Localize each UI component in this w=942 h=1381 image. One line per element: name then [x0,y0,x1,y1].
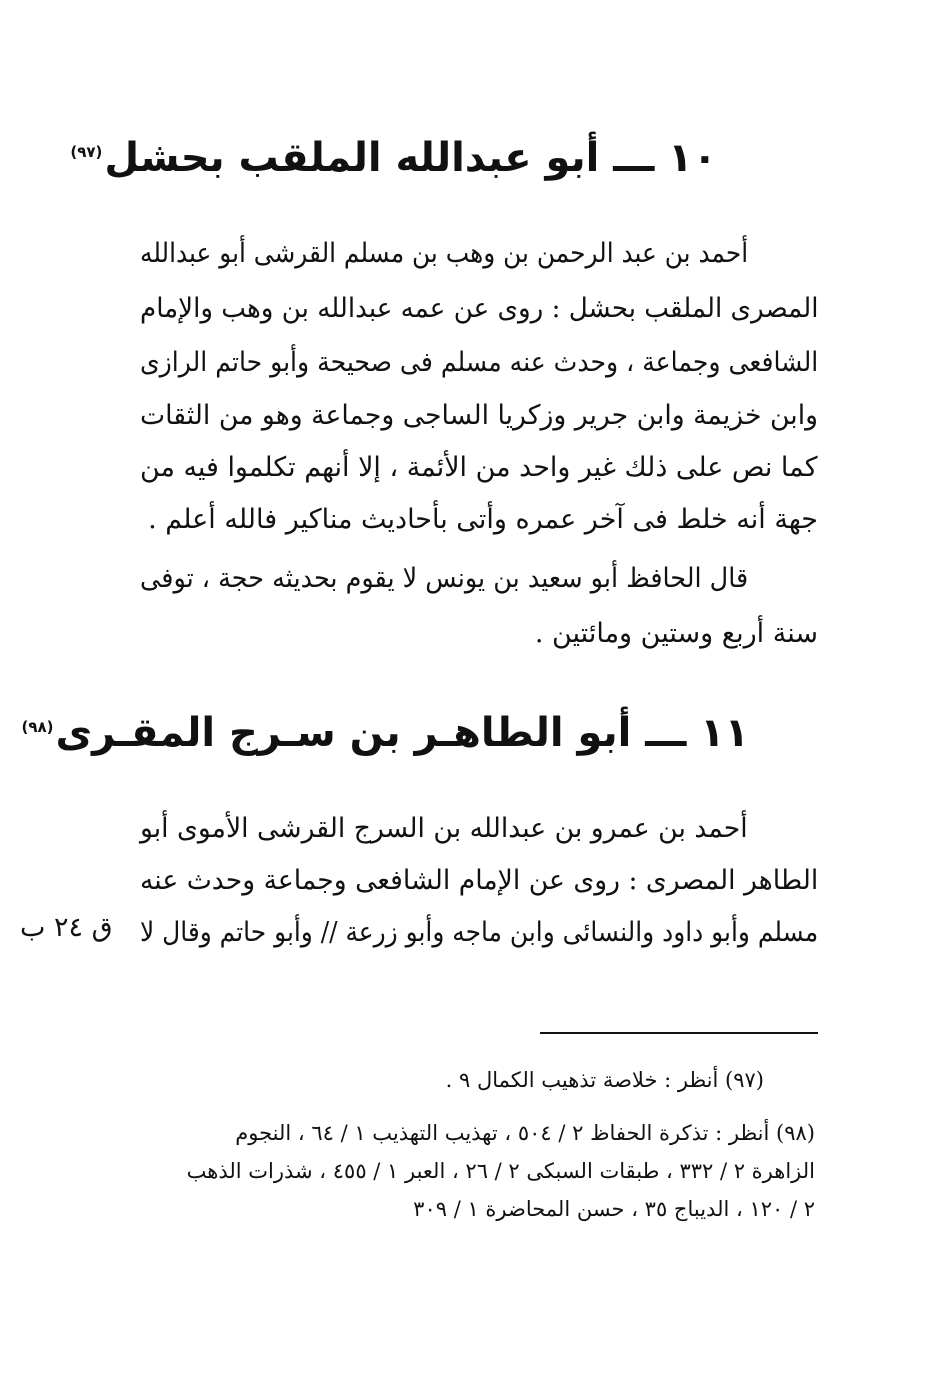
footnote-divider [540,1032,818,1034]
text-line: كما نص على ذلك غير واحد من الأئمة ، إلا أنهم تكلموا فيه من [140,452,818,483]
footnote: (٩٧) أنظر : خلاصة تذهيب الكمال ٩ . [445,1068,764,1092]
footnote: الزاهرة ٢ / ٣٣٢ ، طبقات السبكى ٢ / ٢٦ ، العبر ١ / ٤٥٥ ، شذرات الذهب [186,1159,815,1183]
text-line: أحمد بن عمرو بن عبدالله بن السرج القرشى الأموى أبو [140,813,748,844]
footnote-ref: (٩٧) [70,142,103,161]
text-line: جهة أنه خلط فى آخر عمره وأتى بأحاديث مناكير فالله أعلم . [148,504,818,535]
footnote: ٢ / ١٢٠ ، الديباج ٣٥ ، حسن المحاضرة ١ / ٣٠٩ [413,1197,815,1221]
footnote: (٩٨) أنظر : تذكرة الحفاظ ٢ / ٥٠٤ ، تهذيب التهذيب ١ / ٦٤ ، النجوم [235,1121,815,1145]
text-line: قال الحافظ أبو سعيد بن يونس لا يقوم بحديثه حجة ، توفى [139,563,748,594]
text-line: أحمد بن عبد الرحمن بن وهب بن مسلم القرشى أبو عبدالله [139,238,748,269]
text-line: المصرى الملقب بحشل : روى عن عمه عبدالله بن وهب والإمام [139,293,818,324]
paragraph [140,240,818,540]
paragraph [140,815,818,955]
footnote-ref: (٩٨) [21,717,54,736]
manuscript-folio-note: ق ٢٤ ب [20,912,113,943]
heading-text: ١١ ـــ أبو الطاهـر بن سـرج المقـرى [55,710,749,756]
section-heading-11 [21,710,749,756]
text-line: الشافعى وجماعة ، وحدث عنه مسلم فى صحيحة وأبو حاتم الرازى [139,347,818,378]
text-line: سنة أربع وستين ومائتين . [534,618,818,649]
section-heading-10 [70,135,717,181]
heading-text: ١٠ ـــ أبو عبدالله الملقب بحشل [104,135,717,181]
text-line: الطاهر المصرى : روى عن الإمام الشافعى وجماعة وحدث عنه [139,865,818,896]
paragraph [140,565,818,665]
text-line: وابن خزيمة وابن جرير وزكريا الساجى وجماعة وهو من الثقات [139,400,818,431]
text-line: مسلم وأبو داود والنسائى وابن ماجه وأبو زرعة // وأبو حاتم وقال لا [139,917,818,948]
